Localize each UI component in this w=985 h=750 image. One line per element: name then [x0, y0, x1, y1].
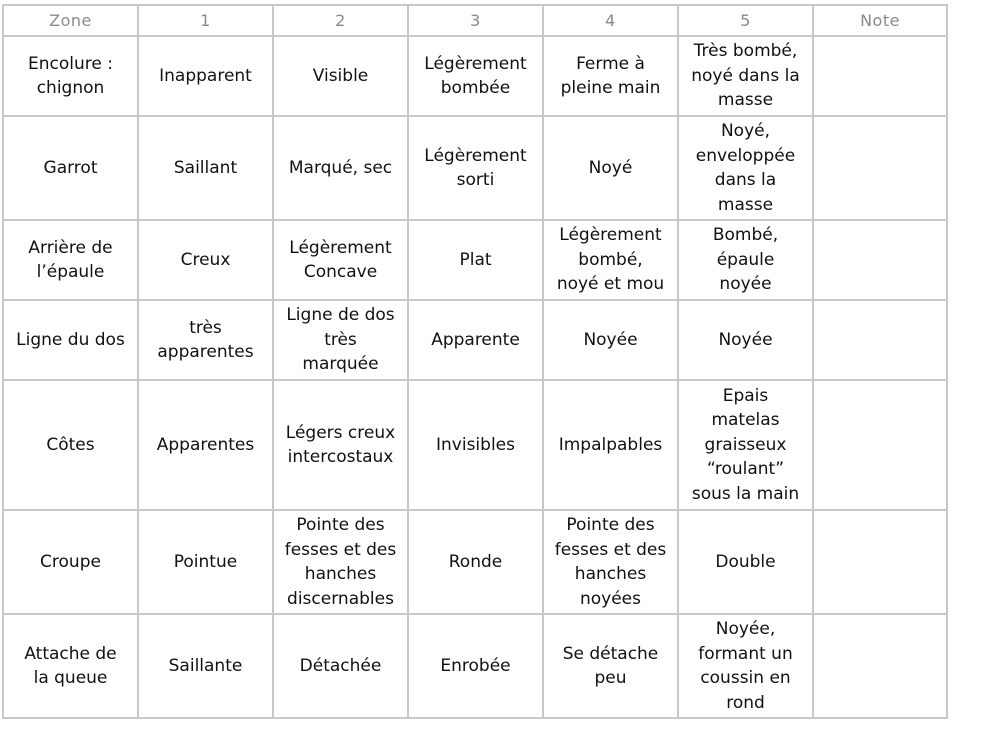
table-row	[3, 116, 947, 220]
score-cell: Noyée	[678, 300, 813, 380]
note-cell[interactable]	[813, 36, 947, 116]
score-cell: Ronde	[408, 510, 543, 614]
note-cell[interactable]	[813, 300, 947, 380]
table-row	[3, 36, 947, 116]
score-cell: Double	[678, 510, 813, 614]
score-cell: Plat	[408, 220, 543, 300]
score-cell: très apparentes	[138, 300, 273, 380]
score-cell: Enrobée	[408, 614, 543, 718]
score-cell: Se détache peu	[543, 614, 678, 718]
score-cell: Légèrement Concave	[273, 220, 408, 300]
score-cell: Pointue	[138, 510, 273, 614]
header-row	[3, 5, 947, 36]
score-cell: Creux	[138, 220, 273, 300]
table-row	[3, 510, 947, 614]
zone-cell: Croupe	[3, 510, 138, 614]
note-cell[interactable]	[813, 220, 947, 300]
table-row	[3, 220, 947, 300]
score-cell: Légèrement bombée	[408, 36, 543, 116]
score-cell: Légèrement sorti	[408, 116, 543, 220]
score-cell: Bombé, épaule noyée	[678, 220, 813, 300]
header-score-5: 5	[678, 5, 813, 36]
score-cell: Saillant	[138, 116, 273, 220]
score-cell: Ferme à pleine main	[543, 36, 678, 116]
score-cell: Pointe des fesses et des hanches noyées	[543, 510, 678, 614]
header-zone: Zone	[3, 5, 138, 36]
score-cell: Pointe des fesses et des hanches discernables	[273, 510, 408, 614]
score-cell: Détachée	[273, 614, 408, 718]
score-cell: Impalpables	[543, 380, 678, 510]
zone-cell: Ligne du dos	[3, 300, 138, 380]
score-cell: Ligne de dos très marquée	[273, 300, 408, 380]
score-cell: Noyée, formant un coussin en rond	[678, 614, 813, 718]
header-score-2: 2	[273, 5, 408, 36]
table-row	[3, 380, 947, 510]
table-row	[3, 614, 947, 718]
note-cell[interactable]	[813, 116, 947, 220]
score-cell: Noyée	[543, 300, 678, 380]
notation-table	[2, 4, 948, 719]
zone-cell: Attache de la queue	[3, 614, 138, 718]
score-cell: Apparentes	[138, 380, 273, 510]
zone-cell: Encolure : chignon	[3, 36, 138, 116]
header-score-4: 4	[543, 5, 678, 36]
score-cell: Noyé	[543, 116, 678, 220]
header-score-3: 3	[408, 5, 543, 36]
score-cell: Saillante	[138, 614, 273, 718]
header-score-1: 1	[138, 5, 273, 36]
header-note: Note	[813, 5, 947, 36]
score-cell: Noyé, enveloppée dans la masse	[678, 116, 813, 220]
score-cell: Epais matelas graisseux “roulant” sous la main	[678, 380, 813, 510]
score-cell: Invisibles	[408, 380, 543, 510]
table-row	[3, 300, 947, 380]
score-cell: Marqué, sec	[273, 116, 408, 220]
score-cell: Légers creux intercostaux	[273, 380, 408, 510]
zone-cell: Garrot	[3, 116, 138, 220]
zone-cell: Côtes	[3, 380, 138, 510]
score-cell: Légèrement bombé, noyé et mou	[543, 220, 678, 300]
note-cell[interactable]	[813, 614, 947, 718]
note-cell[interactable]	[813, 510, 947, 614]
score-cell: Inapparent	[138, 36, 273, 116]
note-cell[interactable]	[813, 380, 947, 510]
score-cell: Apparente	[408, 300, 543, 380]
score-cell: Très bombé, noyé dans la masse	[678, 36, 813, 116]
score-cell: Visible	[273, 36, 408, 116]
zone-cell: Arrière de l’épaule	[3, 220, 138, 300]
